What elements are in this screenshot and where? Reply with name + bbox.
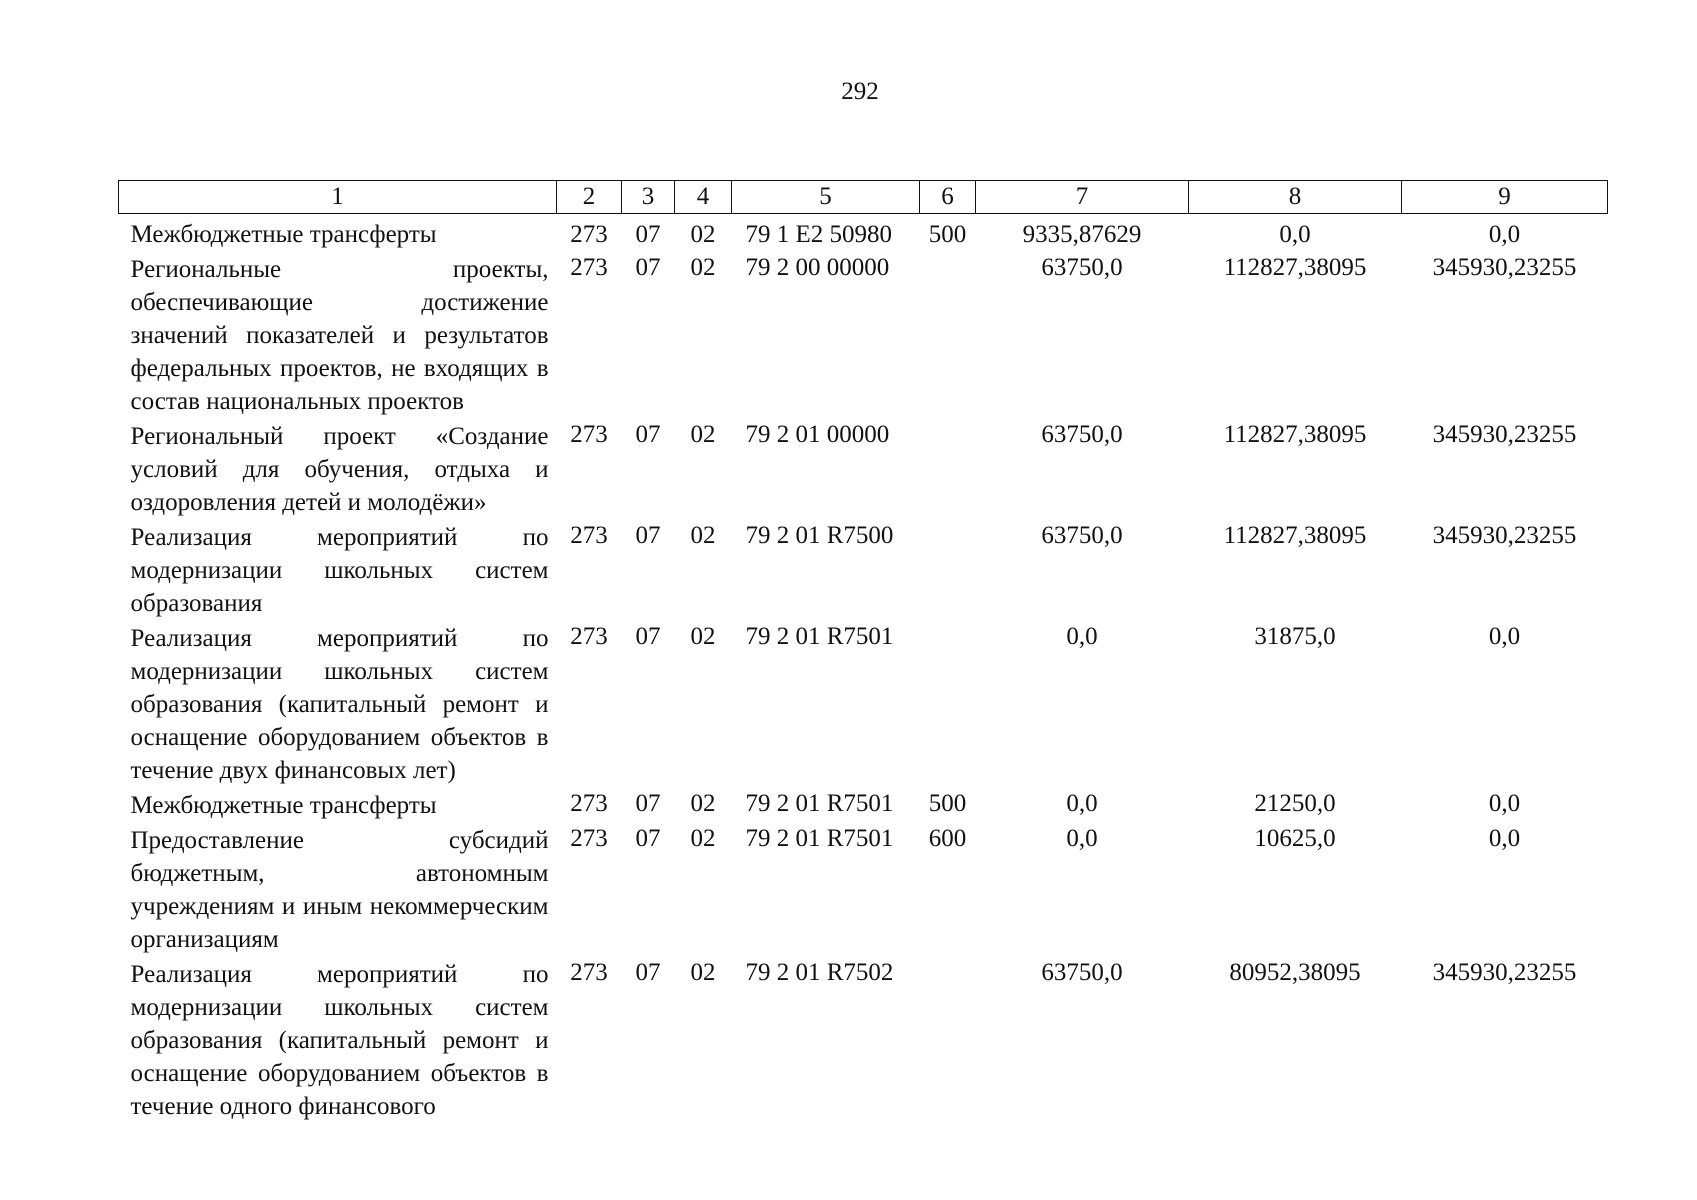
table-row: [119, 787, 1608, 822]
cell-col-2: 273: [570, 221, 608, 248]
cell-col-9: 0,0: [1488, 790, 1521, 817]
header-col-7: 7: [976, 181, 1189, 214]
cell-col-8: 21250,0: [1254, 790, 1336, 817]
cell-col-2: 273: [570, 825, 608, 852]
table-row: [119, 214, 1608, 252]
cell-col-4: 02: [690, 522, 716, 549]
cell-col-7: 63750,0: [1041, 421, 1123, 448]
row-name: Региональные проекты, обеспечивающие достижение значений показателей и результатов федеральных проектов, не входящих в состав национальных проектов: [130, 256, 549, 415]
cell-col-2: 273: [570, 959, 608, 986]
table-header: [119, 181, 1608, 214]
cell-col-3: 07: [635, 623, 661, 650]
header-col-6: 6: [920, 181, 976, 214]
cell-col-7: 0,0: [1066, 825, 1098, 852]
cell-col-9: 0,0: [1488, 221, 1521, 248]
cell-col-2: 273: [570, 623, 608, 650]
cell-col-5: 79 2 01 R7501: [745, 623, 894, 650]
cell-col-2: 273: [570, 254, 608, 281]
cell-col-3: 07: [635, 522, 661, 549]
cell-col-8: 112827,38095: [1223, 254, 1367, 281]
table-row: [119, 956, 1608, 1123]
cell-col-4: 02: [690, 790, 716, 817]
cell-col-4: 02: [690, 421, 716, 448]
cell-col-3: 07: [635, 254, 661, 281]
row-name: Межбюджетные трансферты: [130, 221, 437, 248]
cell-col-4: 02: [690, 959, 716, 986]
header-col-5: 5: [732, 181, 920, 214]
cell-col-6: [920, 251, 976, 418]
cell-col-6: 500: [928, 221, 967, 248]
cell-col-5: 79 2 01 R7502: [745, 959, 894, 986]
cell-col-6: [920, 519, 976, 620]
cell-col-9: 345930,23255: [1432, 959, 1577, 986]
cell-col-3: 07: [635, 825, 661, 852]
header-col-4: 4: [675, 181, 732, 214]
cell-col-9: 345930,23255: [1432, 254, 1577, 281]
cell-col-8: 112827,38095: [1223, 421, 1367, 448]
cell-col-5: 79 1 E2 50980: [745, 221, 893, 248]
cell-col-3: 07: [635, 421, 661, 448]
header-col-1: 1: [119, 181, 557, 214]
cell-col-9: 0,0: [1488, 623, 1521, 650]
cell-col-2: 273: [570, 421, 608, 448]
header-col-3: 3: [622, 181, 675, 214]
cell-col-8: 10625,0: [1254, 825, 1336, 852]
table-row: [119, 620, 1608, 787]
cell-col-2: 273: [570, 790, 608, 817]
row-name: Реализация мероприятий по модернизации школьных систем образования: [130, 524, 549, 617]
cell-col-7: 0,0: [1066, 623, 1098, 650]
cell-col-9: 0,0: [1488, 825, 1521, 852]
header-col-8: 8: [1189, 181, 1402, 214]
table-row: [119, 418, 1608, 519]
cell-col-5: 79 2 01 R7501: [745, 790, 894, 817]
table-row: [119, 519, 1608, 620]
cell-col-4: 02: [690, 825, 716, 852]
cell-col-9: 345930,23255: [1432, 522, 1577, 549]
cell-col-8: 31875,0: [1254, 623, 1336, 650]
cell-col-7: 9335,87629: [1022, 221, 1142, 248]
cell-col-6: 500: [928, 790, 967, 817]
header-row: [119, 181, 1608, 214]
cell-col-9: 345930,23255: [1432, 421, 1577, 448]
cell-col-7: 63750,0: [1041, 959, 1123, 986]
cell-col-5: 79 2 01 00000: [745, 421, 890, 448]
cell-col-7: 63750,0: [1041, 522, 1123, 549]
row-name: Реализация мероприятий по модернизации школьных систем образования (капитальный ремонт и оснащение оборудованием объектов в течение двух финансовых лет): [130, 625, 549, 784]
cell-col-8: 80952,38095: [1229, 959, 1361, 986]
cell-col-6: [920, 418, 976, 519]
cell-col-8: 112827,38095: [1223, 522, 1367, 549]
table-row: [119, 251, 1608, 418]
cell-col-2: 273: [570, 522, 608, 549]
table-body: [119, 214, 1608, 1124]
cell-col-4: 02: [690, 221, 716, 248]
row-name: Реализация мероприятий по модернизации школьных систем образования (капитальный ремонт и оснащение оборудованием объектов в течение одного финансового: [130, 961, 549, 1120]
cell-col-5: 79 2 01 R7501: [745, 825, 894, 852]
table-row: [119, 822, 1608, 956]
cell-col-3: 07: [635, 221, 661, 248]
page-number: 292: [841, 78, 879, 105]
cell-col-5: 79 2 00 00000: [745, 254, 890, 281]
row-name: Межбюджетные трансферты: [130, 792, 437, 819]
header-col-9: 9: [1402, 181, 1608, 214]
cell-col-7: 63750,0: [1041, 254, 1123, 281]
cell-col-7: 0,0: [1066, 790, 1098, 817]
cell-col-3: 07: [635, 959, 661, 986]
budget-table: [118, 180, 1608, 1123]
cell-col-5: 79 2 01 R7500: [745, 522, 894, 549]
row-name: Региональный проект «Создание условий для обучения, отдыха и оздоровления детей и молодёжи»: [130, 423, 549, 516]
cell-col-6: [920, 620, 976, 787]
cell-col-4: 02: [690, 254, 716, 281]
row-name: Предоставление субсидий бюджетным, автономным учреждениям и иным некоммерческим организациям: [130, 827, 549, 953]
header-col-2: 2: [557, 181, 622, 214]
cell-col-8: 0,0: [1279, 221, 1311, 248]
cell-col-3: 07: [635, 790, 661, 817]
cell-col-6: 600: [928, 825, 967, 852]
cell-col-4: 02: [690, 623, 716, 650]
cell-col-6: [920, 956, 976, 1123]
